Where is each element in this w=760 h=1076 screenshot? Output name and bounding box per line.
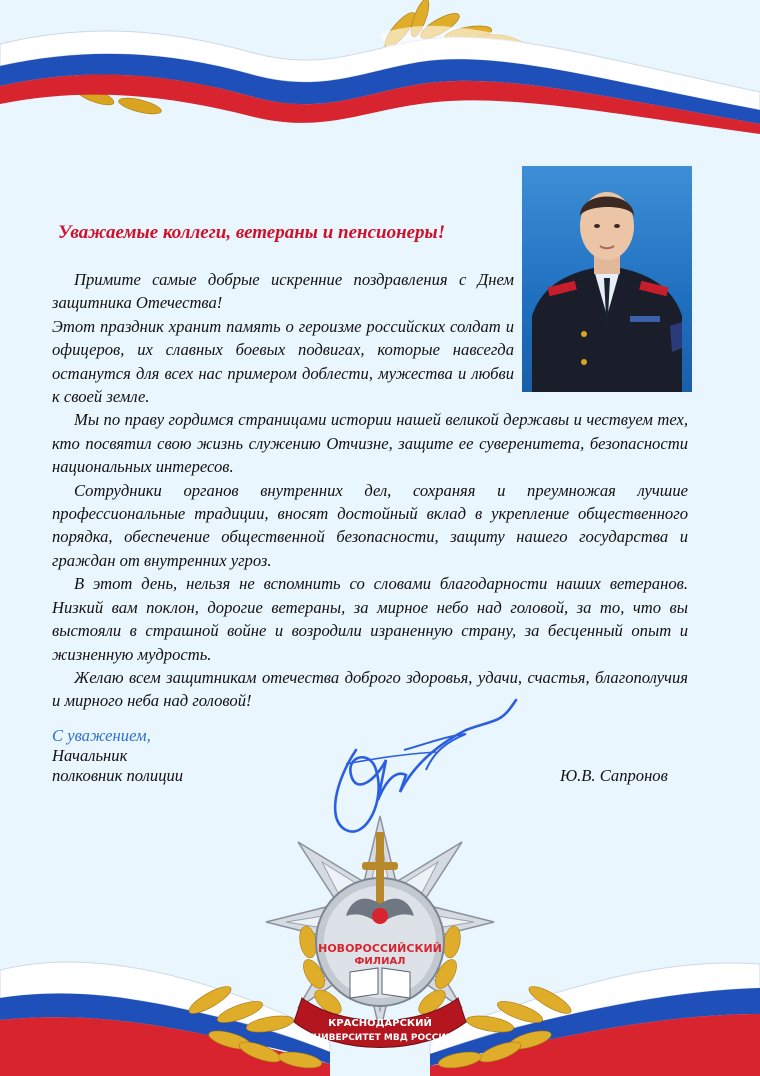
- emblem-ribbon-line-2: УНИВЕРСИТЕТ МВД РОССИИ: [306, 1033, 454, 1043]
- regards-text: С уважением,: [52, 726, 151, 745]
- emblem-line-2: ФИЛИАЛ: [354, 956, 406, 967]
- letter-paragraph-4: Сотрудники органов внутренних дел, сохраняя и преумножая лучшие профессиональные традиции, вносят достойный вклад в укрепление общественного порядка, обеспечение общественной безопасности, защиту нашего государства и граждан от внутренних угроз.: [52, 480, 688, 570]
- letter-paragraph-3: Мы по праву гордимся страницами истории нашей великой державы и чествуем тех, кто посвятил свою жизнь служению Отчизне, защите ее суверенитета, безопасности национальных интересов.: [52, 410, 688, 477]
- position-text: Начальник: [52, 746, 128, 765]
- letter-paragraph-6: Желаю всем защитникам отечества доброго здоровья, удачи, счастья, благополучия и мирного неба над головой!: [52, 667, 688, 711]
- top-flag-ribbon: [0, 0, 760, 140]
- letter-paragraph-2: Этот праздник хранит память о героизме российских солдат и офицеров, их славных боевых подвигах, которые навсегда останутся для всех нас примером доблести, мужества и любви к своей земле.: [52, 316, 514, 407]
- greeting-title: Уважаемые коллеги, ветераны и пенсионеры!: [58, 222, 446, 243]
- signer-name: Ю.В. Сапронов: [560, 766, 668, 785]
- signature-block: [52, 726, 352, 786]
- letter-paragraph-1: Примите самые добрые искренние поздравления с Днем защитника Отечества!: [52, 270, 514, 313]
- rank-text: полковник полиции: [52, 766, 184, 785]
- university-emblem: [262, 812, 498, 1074]
- emblem-ribbon-line-1: КРАСНОДАРСКИЙ: [328, 1018, 432, 1029]
- letter-body: [52, 268, 688, 713]
- letter-paragraph-5: В этот день, нельзя не вспомнить со словами благодарности наших ветеранов. Низкий вам поклон, дорогие ветераны, за мирное небо над головой, за то, что вы выстояли в страшной войне и возродили израненную страну, за бесценный опыт и жизненную мудрость.: [52, 574, 688, 664]
- emblem-line-1: НОВОРОССИЙСКИЙ: [318, 942, 442, 955]
